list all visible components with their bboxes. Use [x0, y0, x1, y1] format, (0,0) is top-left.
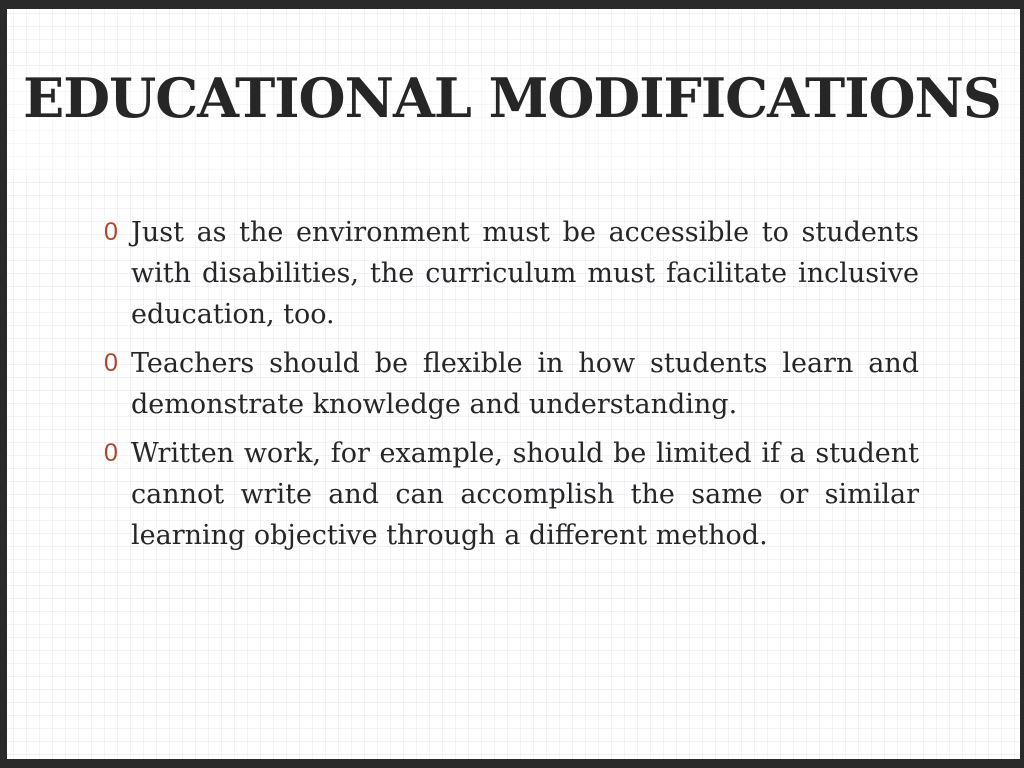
bullet-item [104, 212, 919, 335]
bullet-list [104, 212, 919, 564]
slide-title: EDUCATIONAL MODIFICATIONS [23, 66, 1001, 130]
bullet-marker-icon: 0 [104, 349, 118, 377]
bullet-marker-icon: 0 [104, 218, 118, 246]
bullet-item [104, 433, 919, 556]
bullet-text: Just as the environment must be accessible to students with disabilities, the curriculum must facilitate inclusive education, too. [131, 217, 919, 330]
bullet-item [104, 343, 919, 425]
bullet-text: Teachers should be flexible in how students learn and demonstrate knowledge and understanding. [131, 348, 919, 420]
bullet-marker-icon: 0 [104, 439, 118, 467]
bullet-text: Written work, for example, should be limited if a student cannot write and can accomplish the same or similar learning objective through a different method. [131, 438, 919, 551]
